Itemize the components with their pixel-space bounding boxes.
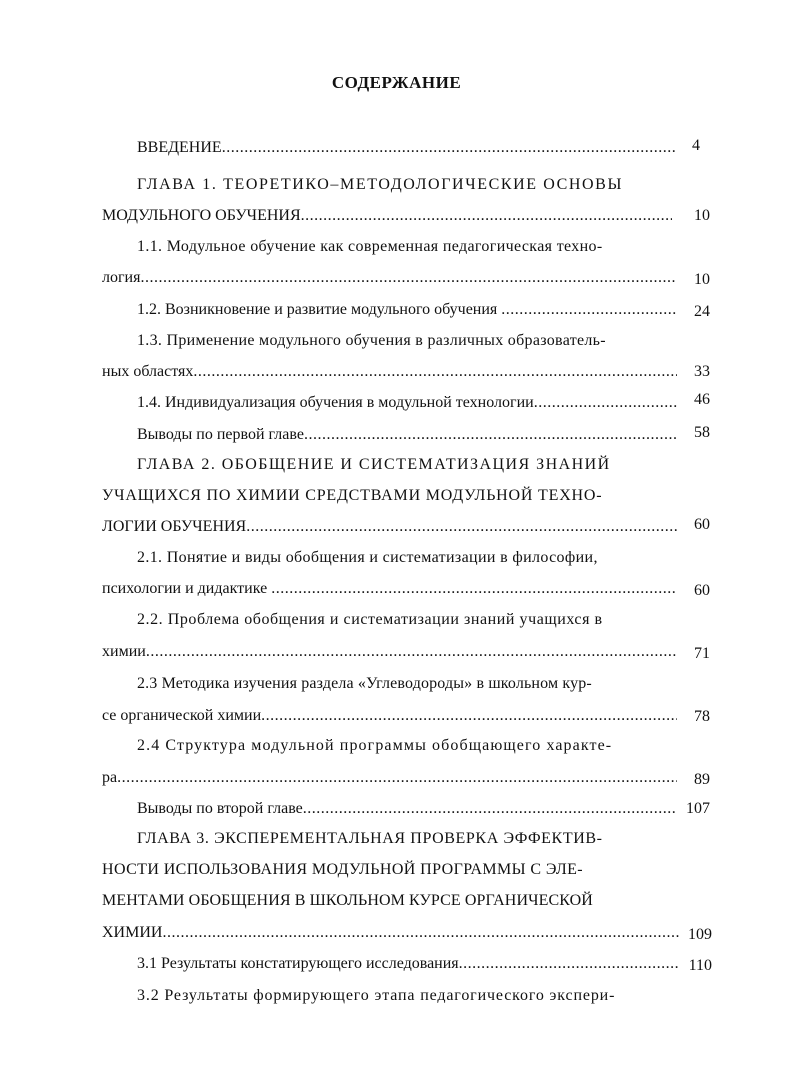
toc-entry-text: ЛОГИИ ОБУЧЕНИЯ — [102, 518, 247, 535]
toc-page-number: 60 — [694, 582, 710, 599]
toc-entry-2-1-cont — [102, 579, 677, 599]
toc-entry-text: МОДУЛЬНОГО ОБУЧЕНИЯ — [102, 207, 301, 224]
toc-entry-text: ХИМИИ — [102, 924, 163, 941]
toc-entry-text: Выводы по первой главе — [137, 426, 304, 443]
toc-entry-2-1: 2.1. Понятие и виды обобщения и систематизации в философии, — [137, 549, 598, 566]
toc-entry-text: ных областях — [102, 363, 194, 380]
toc-entry-chapter-2-cont: УЧАЩИХСЯ ПО ХИМИИ СРЕДСТВАМИ МОДУЛЬНОЙ ТЕХНО- — [102, 487, 603, 504]
toc-entry-chapter-3-cont2: МЕНТАМИ ОБОБЩЕНИЯ В ШКОЛЬНОМ КУРСЕ ОРГАНИЧЕСКОЙ — [102, 892, 593, 909]
toc-entry-text: ВВЕДЕНИЕ — [137, 139, 222, 156]
toc-page-number: 4 — [692, 137, 700, 154]
toc-entry-text: психологии и дидактике — [102, 580, 268, 597]
toc-entry-2-4-cont — [102, 768, 677, 788]
toc-entry-2-3: 2.3 Методика изучения раздела «Углеводороды» в школьном кур- — [137, 675, 592, 692]
toc-page-number: 58 — [694, 424, 710, 441]
toc-entry-text: 1.4. Индивидуализация обучения в модульной технологии — [137, 394, 534, 411]
toc-page-number: 46 — [694, 391, 710, 408]
toc-entry-chapter-2: ГЛАВА 2. ОБОБЩЕНИЕ И СИСТЕМАТИЗАЦИЯ ЗНАНИЙ — [137, 456, 611, 473]
toc-entry-text: 1.2. Возникновение и развитие модульного обучения — [137, 301, 498, 318]
toc-page-number: 10 — [694, 271, 710, 288]
toc-entry-chapter-3-cont3 — [102, 923, 680, 943]
toc-entry-1-3: 1.3. Применение модульного обучения в различных образователь- — [137, 332, 606, 349]
toc-entry-1-3-cont — [102, 362, 677, 382]
toc-entry-chapter-1 — [137, 175, 677, 195]
toc-page-number: 10 — [694, 207, 710, 224]
toc-entry-2-2-cont — [102, 642, 677, 662]
toc-page-number: 71 — [694, 645, 710, 662]
toc-entry-text: химии — [102, 643, 146, 660]
toc-page-number: 60 — [694, 516, 710, 533]
toc-page-number: 110 — [688, 957, 712, 974]
toc-page-number: 24 — [694, 303, 710, 320]
toc-entry-chapter-1-cont — [102, 206, 672, 226]
toc-entry-1-1: 1.1. Модульное обучение как современная педагогическая техно- — [137, 238, 603, 255]
toc-entry-text: логия — [102, 269, 141, 286]
toc-page-number: 107 — [686, 800, 710, 817]
toc-entry-2-3-cont — [102, 706, 677, 726]
toc-entry-1-2 — [137, 300, 677, 320]
toc-entry-1-1-cont — [102, 268, 677, 288]
toc-entry-2-2: 2.2. Проблема обобщения и систематизации знаний учащихся в — [137, 611, 603, 628]
toc-page-number: 109 — [688, 926, 712, 943]
toc-entry-text: ГЛАВА 1. ТЕОРЕТИКО–МЕТОДОЛОГИЧЕСКИЕ ОСНОВЫ — [137, 176, 624, 193]
toc-entry-2-4: 2.4 Структура модульной программы обобщающего характе- — [137, 737, 613, 754]
toc-entry-chapter-3-cont: НОСТИ ИСПОЛЬЗОВАНИЯ МОДУЛЬНОЙ ПРОГРАММЫ С ЭЛЕ- — [102, 861, 584, 878]
toc-entry-text: Выводы по второй главе — [137, 800, 303, 817]
toc-page-number: 33 — [694, 363, 710, 380]
toc-page-number: 89 — [694, 771, 710, 788]
toc-entry-3-1 — [137, 954, 680, 974]
toc-entry-text: ра — [102, 769, 118, 786]
toc-entry-1-4 — [137, 393, 677, 413]
toc-entry-text: 3.1 Результаты констатирующего исследования — [137, 955, 459, 972]
toc-entry-chapter-2-cont2 — [102, 517, 677, 537]
toc-entry-text: се органической химии — [102, 707, 262, 724]
toc-entry-conclusions-1 — [137, 425, 677, 445]
toc-entry-conclusions-2 — [137, 799, 677, 819]
toc-title: СОДЕРЖАНИЕ — [331, 73, 462, 92]
toc-entry-chapter-3: ГЛАВА 3. ЭКСПЕРЕМЕНТАЛЬНАЯ ПРОВЕРКА ЭФФЕКТИВ- — [137, 830, 603, 847]
toc-entry-introduction — [137, 138, 677, 158]
toc-entry-3-2: 3.2 Результаты формирующего этапа педагогического экспери- — [137, 987, 616, 1004]
toc-page-number: 78 — [694, 708, 710, 725]
